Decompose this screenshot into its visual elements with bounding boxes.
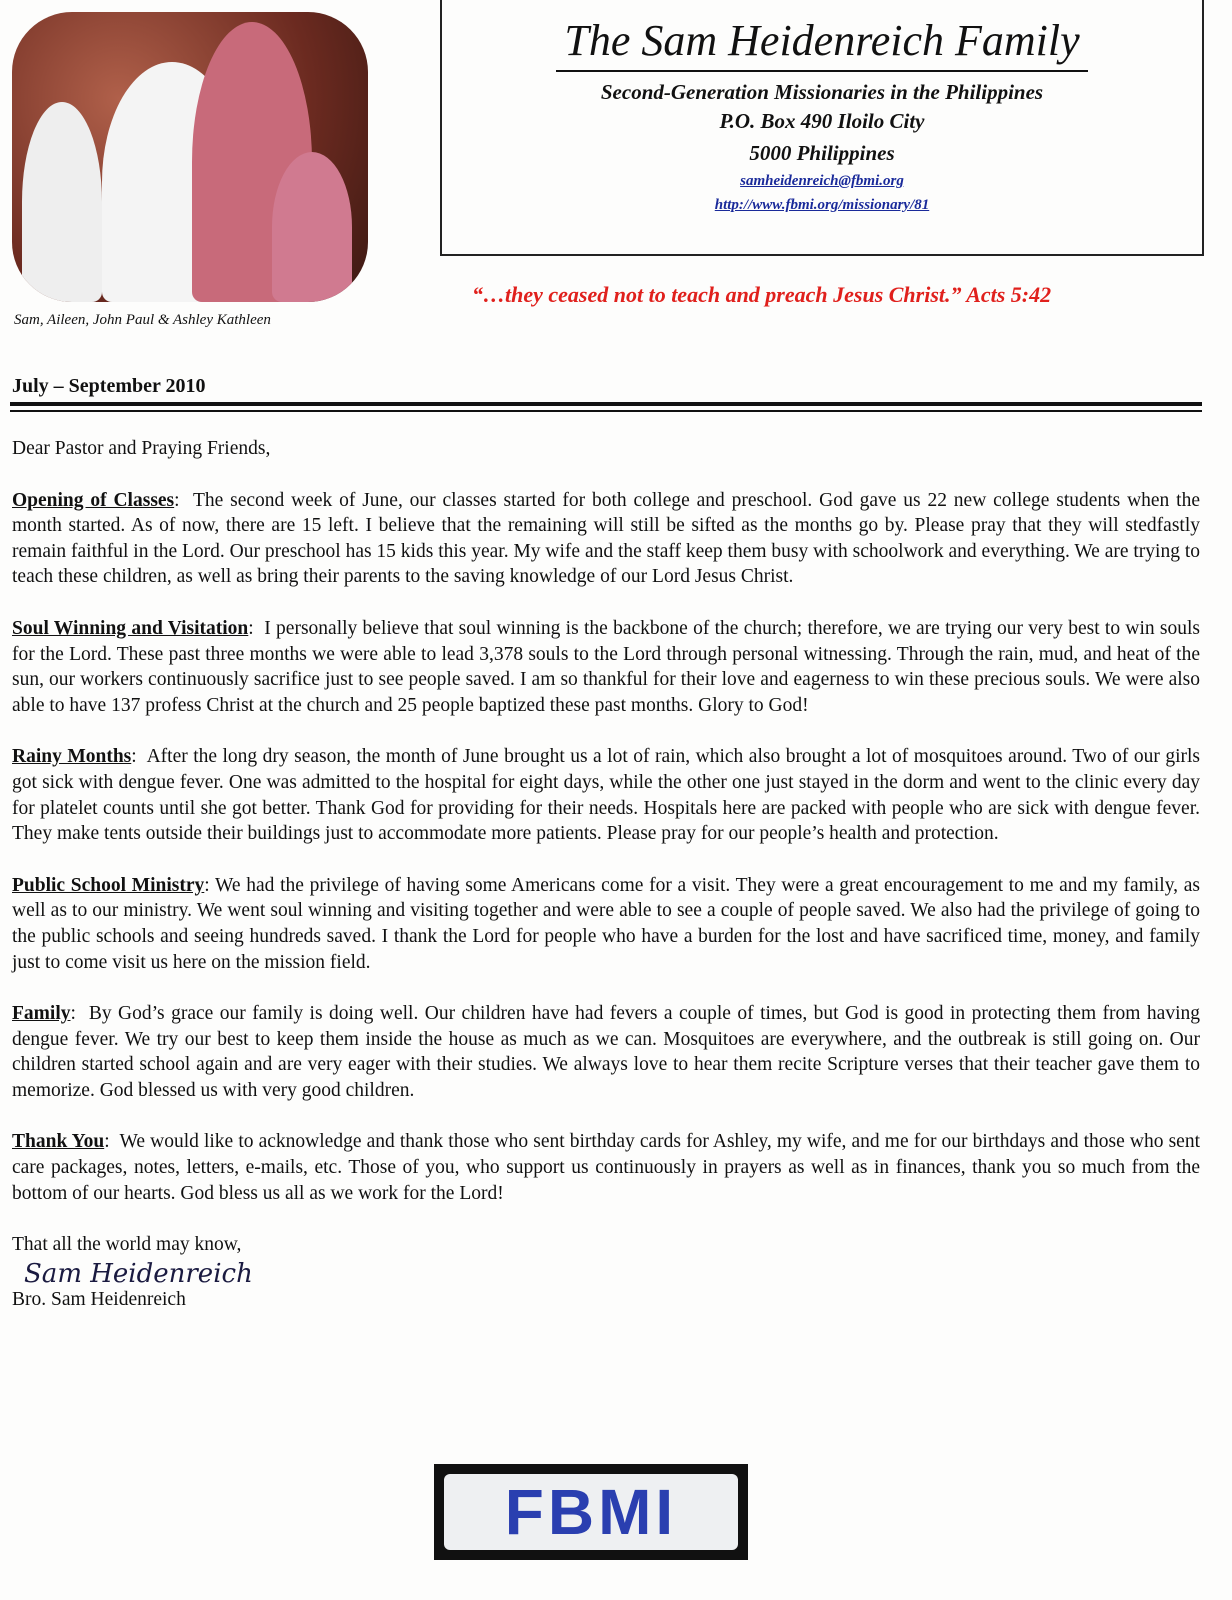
section-heading: Thank You	[12, 1131, 105, 1153]
sender-name: Bro. Sam Heidenreich	[12, 1289, 186, 1311]
email-link[interactable]: samheidenreich@fbmi.org	[740, 173, 904, 189]
greeting: Dear Pastor and Praying Friends,	[12, 438, 271, 459]
fbmi-logo	[434, 1464, 748, 1560]
address-line1: P.O. Box 490 Iloilo City	[719, 109, 925, 133]
section-text: I personally believe that soul winning is the backbone of the church; therefore, we are trying our very best to win souls for the Lord. These past three months we were able to lead 3,378 souls to the Lord through personal witnessing. Through the rain, mud, and heat of the sun, our workers continuously sacrifice just to see people saved. I am so thankful for their love and eagerness to win these precious souls. We were also able to have 137 profess Christ at the church and 25 people baptized these past months. Glory to God!	[12, 617, 1200, 716]
section-heading: Public School Ministry	[12, 874, 205, 896]
section-heading: Family	[12, 1003, 71, 1025]
website-link[interactable]: http://www.fbmi.org/missionary/81	[714, 197, 930, 213]
section-heading: Opening of Classes	[12, 489, 175, 511]
family-photo	[12, 12, 368, 302]
section-soul-winning: Soul Winning and Visitation: I personally believe that soul winning is the backbone of the church; therefore, we are trying our very best to win souls for the Lord. These past three months we were able to lead 3,378 souls to the Lord through personal witnessing. Through the rain, mud, and heat of the sun, our workers continuously sacrifice just to see people saved. I am so thankful for their love and eagerness to win these precious souls. We were also able to have 137 profess Christ at the church and 25 people baptized these past months. Glory to God!	[12, 617, 1200, 716]
section-family: Family: By God’s grace our family is doing well. Our children have had fevers a couple of times, but God is good in protecting them from having dengue fever. We try our best to keep them inside the house as much as we can. Mosquitoes are everywhere, and the outbreak is still going on. Our children started school again and are very eager with their studies. We always love to hear them recite Scripture verses that their teacher gave them to memorize. God blessed us with very good children.	[12, 1003, 1200, 1101]
divider	[10, 410, 1202, 412]
newsletter-date: July – September 2010	[12, 375, 206, 397]
divider	[10, 402, 1202, 406]
section-heading: Soul Winning and Visitation	[12, 617, 249, 639]
section-public-school: Public School Ministry: We had the privilege of having some Americans come for a visit. They were a great encouragement to me and my family, as well as to our ministry. We went soul winning and visiting together and were able to see a couple of people saved. We also had the privilege of going to the public schools and seeing hundreds saved. I thank the Lord for people who have a burden for the lost and have sacrificed time, money, and family just to come visit us here on the mission field.	[12, 874, 1200, 973]
scripture-quote: “…they ceased not to teach and preach Jesus Christ.” Acts 5:42	[472, 282, 1052, 307]
section-text: We had the privilege of having some Americans come for a visit. They were a great encouragement to me and my family, as well as to our ministry. We went soul winning and visiting together and were able to see a couple of people saved. We also had the privilege of going to the public schools and seeing hundreds saved. I thank the Lord for people who have a burden for the lost and have sacrificed time, money, and family just to come visit us here on the mission field.	[12, 874, 1200, 973]
photo-figure	[22, 102, 102, 302]
photo-caption: Sam, Aileen, John Paul & Ashley Kathleen	[14, 312, 271, 328]
section-thank-you: Thank You: We would like to acknowledge and thank those who sent birthday cards for Ashley, my wife, and me for our birthdays and those who sent care packages, notes, letters, e-mails, etc. Those of you, who support us continuously in prayers as well as in finances, thank you so much from the bottom of our hearts. God bless us all as we work for the Lord!	[12, 1131, 1200, 1204]
header-box	[440, 0, 1204, 256]
section-rainy-months: Rainy Months: After the long dry season, the month of June brought us a lot of rain, which also brought a lot of mosquitoes around. Two of our girls got sick with dengue fever. One was admitted to the hospital for eight days, while the other one just stayed in the dorm and went to the clinic every day for platelet counts until she got better. Thank God for providing for their needs. Hospitals here are packed with people who are sick with dengue fever. They make tents outside their buildings just to accommodate more patients. Please pray for our people’s health and protection.	[12, 746, 1200, 845]
closing: That all the world may know,	[12, 1234, 242, 1256]
photo-figure	[272, 152, 352, 302]
section-heading: Rainy Months	[12, 746, 132, 768]
signature: Sam Heidenreich	[24, 1258, 253, 1289]
letter-body	[12, 436, 1200, 1313]
address-line2: 5000 Philippines	[749, 141, 895, 165]
section-opening-classes: Opening of Classes: The second week of June, our classes started for both college and preschool. God gave us 22 new college students when the month started. As of now, there are 15 left. I believe that the remaining will still be sifted as the months go by. Please pray that they will stedfastly remain faithful in the Lord. Our preschool has 15 kids this year. My wife and the staff keep them busy with schoolwork and everything. We are trying to teach these children, as well as bring their parents to the saving knowledge of our Lord Jesus Christ.	[12, 489, 1201, 588]
family-title: The Sam Heidenreich Family	[556, 12, 1087, 72]
section-text: After the long dry season, the month of June brought us a lot of rain, which also brought a lot of mosquitoes around. Two of our girls got sick with dengue fever. One was admitted to the hospital for eight days, while the other one just stayed in the dorm and went to the clinic every day for platelet counts until she got better. Thank God for providing for their needs. Hospitals here are packed with people who are sick with dengue fever. They make tents outside their buildings just to accommodate more patients. Please pray for our people’s health and protection.	[12, 746, 1200, 845]
logo-text: FBMI	[504, 1476, 678, 1548]
subtitle: Second-Generation Missionaries in the Philippines	[600, 80, 1044, 104]
section-text: By God’s grace our family is doing well. Our children have had fevers a couple of times, but God is good in protecting them from having dengue fever. We try our best to keep them inside the house as much as we can. Mosquitoes are everywhere, and the outbreak is still going on. Our children started school again and are very eager with their studies. We always love to hear them recite Scripture verses that their teacher gave them to memorize. God blessed us with very good children.	[12, 1003, 1200, 1101]
section-text: The second week of June, our classes started for both college and preschool. God gave us 22 new college students when the month started. As of now, there are 15 left. I believe that the remaining will still be sifted as the months go by. Please pray that they will stedfastly remain faithful in the Lord. Our preschool has 15 kids this year. My wife and the staff keep them busy with schoolwork and everything. We are trying to teach these children, as well as bring their parents to the saving knowledge of our Lord Jesus Christ.	[12, 489, 1201, 588]
logo-plate	[444, 1474, 738, 1550]
section-text: We would like to acknowledge and thank those who sent birthday cards for Ashley, my wife, and me for our birthdays and those who sent care packages, notes, letters, e-mails, etc. Those of you, who support us continuously in prayers as well as in finances, thank you so much from the bottom of our hearts. God bless us all as we work for the Lord!	[12, 1131, 1200, 1204]
